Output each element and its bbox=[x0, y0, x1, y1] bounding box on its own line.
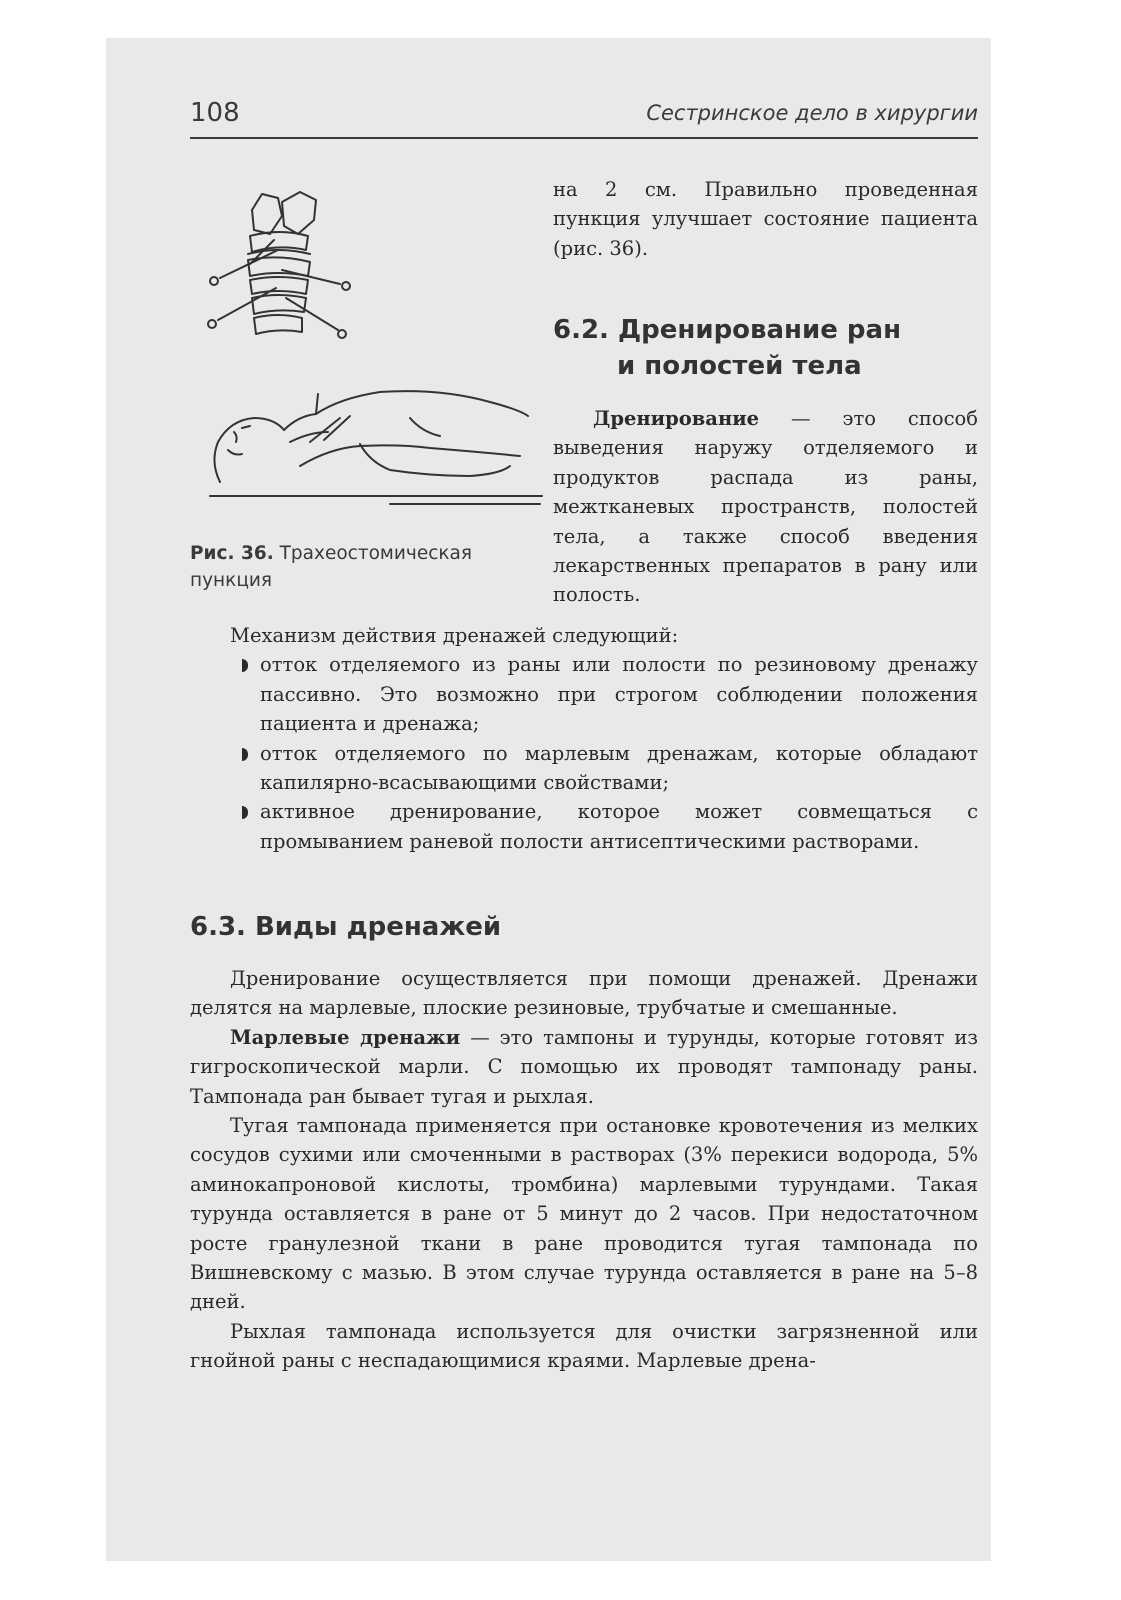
figure-tracheostomy-illustration bbox=[190, 180, 550, 520]
drainage-definition-paragraph bbox=[553, 404, 978, 610]
loose-tamponade-paragraph: Рыхлая тампонада используется для очистки загрязненной или гнойной раны с неспадающимися краями. Марлевые дрена- bbox=[190, 1319, 978, 1373]
mechanism-intro: Механизм действия дренажей следующий: bbox=[230, 624, 679, 647]
bullet-marker-icon bbox=[242, 806, 248, 819]
mechanism-block bbox=[190, 621, 978, 856]
drainage-term: Дренирование bbox=[593, 407, 760, 430]
section-6-3-heading: 6.3. Виды дренажей bbox=[190, 912, 502, 942]
gauze-drains-paragraph bbox=[190, 1023, 978, 1111]
intro-paragraph: на 2 см. Правильно проведенная пункция улучшает состояние пациента (рис. 36). bbox=[553, 178, 978, 260]
section-6-2-title-line2: и полостей тела bbox=[617, 351, 862, 381]
section-6-2-heading bbox=[553, 312, 978, 384]
drainage-definition-text: — это способ выведения наружу отделяемого и продуктов распада из раны, межтканевых пространств, полостей тела, а также способ введения лекарственных препаратов в рану или полость. bbox=[553, 407, 978, 607]
bullet-marker-icon bbox=[242, 748, 248, 761]
bullet-marker-icon bbox=[242, 659, 248, 672]
patient-drawing bbox=[210, 391, 542, 504]
gauze-drains-text: — это тампоны и турунды, которые готовят из гигроскопической марли. С помощью их проводят тампонаду раны. Тампонада ран бывает тугая и рыхлая. bbox=[190, 1025, 978, 1108]
section-6-3-body bbox=[190, 964, 978, 1376]
drain-types-paragraph: Дренирование осуществляется при помощи дренажей. Дренажи делятся на марлевые, плоские резиновые, трубчатые и смешанные. bbox=[190, 967, 978, 1020]
page-number: 108 bbox=[190, 98, 240, 128]
mechanism-bullet-1-text: отток отделяемого из раны или полости по резиновому дренажу пассивно. Это возможно при строгом соблюдении положения пациента и дренажа; bbox=[260, 653, 978, 736]
gauze-drains-term: Марлевые дренажи bbox=[230, 1025, 461, 1049]
figure-caption-text: Трахеостомическая пункция bbox=[190, 543, 473, 591]
mechanism-bullet-1 bbox=[190, 650, 978, 738]
figure-caption-label: Рис. 36. bbox=[190, 543, 274, 564]
mechanism-bullet-2 bbox=[190, 739, 978, 798]
mechanism-bullet-3-text: активное дренирование, которое может совмещаться с промыванием раневой полости антисептическими растворами. bbox=[260, 800, 978, 853]
tight-tamponade-paragraph: Тугая тампонада применяется при остановке кровотечения из мелких сосудов сухими или смоченными в растворах (3% перекиси водорода, 5% аминокапроновой кислоты, тромбина) марлевыми турундами. Такая турунда оставляется в ране от 5 минут до 2 часов. При недостаточном росте гранулезной ткани в ране проводится тугая тампонада по Вишневскому с мазью. В этом случае турунда оставляется в ране на 5–8 дней. bbox=[190, 1114, 978, 1314]
page-header bbox=[190, 98, 978, 134]
section-6-2-title-line1: 6.2. Дренирование ран bbox=[553, 315, 902, 345]
running-title: Сестринское дело в хирургии bbox=[646, 101, 978, 125]
mechanism-bullet-2-text: отток отделяемого по марлевым дренажам, которые обладают капилярно-всасывающими свойствами; bbox=[260, 741, 978, 795]
mechanism-bullet-3 bbox=[190, 797, 978, 856]
trachea-drawing bbox=[208, 192, 350, 338]
figure-caption bbox=[190, 540, 520, 594]
header-rule bbox=[190, 137, 978, 139]
